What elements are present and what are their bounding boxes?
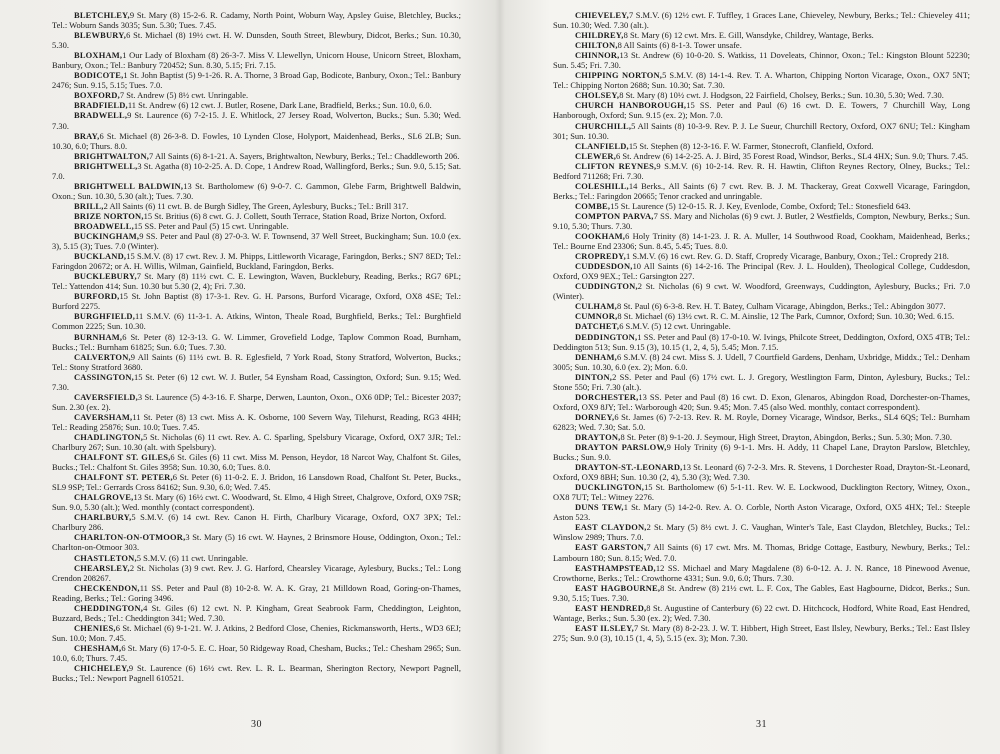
entry-text: 8 St. Augustine of Canterbury (6) 22 cwt. D. Hitchcock, Hodford, White Road, East Hendred, Wantage, Berks.; Sun. 5.30 (ex. 2); Wed. 7.30.: [553, 602, 970, 623]
directory-entry: [52, 372, 461, 392]
entry-name: BRILL,: [74, 200, 104, 211]
directory-entry: [553, 392, 970, 412]
directory-entry: [52, 231, 461, 251]
directory-entry: [52, 412, 461, 432]
directory-entry: [553, 462, 970, 482]
entry-text: 3 St. Laurence (5) 4-3-16. F. Sharpe, Derwen, Launton, Oxon., OX6 0DP; Tel.: Bicester 2037; Sun. 2.30 (ex. 2).: [52, 391, 461, 412]
entry-text: 1 St. John Baptist (5) 9-1-26. R. A. Thorne, 3 Broad Gap, Bodicote, Banbury, Oxon.; Tel.: Banbury 2476; Sun. 9.15, 5.15; Tues. 7.0.: [52, 70, 461, 91]
entry-text: 6 St. Michael (8) 19½ cwt. H. W. Dunsden, South Street, Blewbury, Didcot, Berks.; Sun. 10.30, 5.30.: [52, 30, 461, 51]
entry-text: 1 SS. Peter and Paul (8) 17-0-10. W. Ivings, Philcote Street, Deddington, Oxford, OX5 4TB; Tel.: Deddington 513; Sun. 9.15 (3), 10.15 (1, 2, 4, 5), 5.45; Mon. 7.15.: [553, 331, 970, 352]
directory-entry: [553, 121, 970, 141]
entry-text: 6 St. James (6) 7-2-13. Rev. R. M. Royle, Dorney Vicarage, Windsor, Berks., SL4 6QS; Tel.: Burnham 62823; Wed. 7.30; Sat. 5.0.: [553, 411, 970, 432]
directory-entry: [553, 332, 970, 352]
directory-entry: [553, 151, 970, 161]
entry-text: 3 St. Agatha (8) 10-2-25. A. D. Cope, 1 Andrew Road, Wallingford, Berks.; Sun. 9.0, 5.15; Sat. 7.0.: [52, 160, 461, 181]
entry-text: 6 St. Giles (6) 11 cwt. Miss M. Penson, Heydor, 18 Narcot Way, Chalfont St. Giles, Bucks.; Tel.: Chalfont St. Giles 3958; Sun. 10.30, 6.0; Tues. 8.0.: [52, 452, 461, 473]
directory-entry: [553, 321, 970, 331]
entry-name: CHURCHILL,: [575, 120, 632, 131]
entry-name: CAVERSFIELD,: [74, 391, 138, 402]
entry-text: 11 St. Andrew (6) 12 cwt. J. Butler, Rosene, Dark Lane, Bradfield, Berks.; Sun. 10.0, 6.0.: [127, 100, 432, 111]
directory-entry: [553, 100, 970, 120]
directory-entry: [52, 211, 461, 221]
page-number-right: 31: [756, 719, 767, 730]
directory-entry: [553, 281, 970, 301]
directory-entry: [553, 161, 970, 181]
entry-text: 8 St. Michael (6) 13½ cwt. R. C. M. Ainslie, 12 The Park, Cumnor, Oxford; Sun. 10.30; Wed. 6.15.: [617, 311, 955, 322]
entry-text: 13 St. Mary (6) 16½ cwt. C. Woodward, St. Elmo, 4 High Street, Chalgrove, Oxford, OX9 7SR; Sun. 9.0, 5.30 (alt.); Wed. monthly (contact correspondent).: [52, 492, 461, 513]
directory-entry: [553, 352, 970, 372]
directory-entry: [553, 502, 970, 522]
entry-text: 8 St. Peter (8) 9-1-20. J. Seymour, High Street, Drayton, Abingdon, Berks.; Sun. 5.30; Mon. 7.30.: [620, 431, 953, 442]
entry-name: DORCHESTER,: [575, 391, 639, 402]
entry-name: COMBE,: [575, 200, 611, 211]
directory-entry: [553, 10, 970, 30]
entry-text: 7 All Saints (6) 17 cwt. Mrs. M. Thomas, Bridge Cottage, Eastbury, Newbury, Berks.; Tel.: Lambourn 180; Sun. 8.15; Wed. 7.0.: [553, 542, 971, 563]
entry-name: CHICHELEY,: [74, 663, 129, 674]
directory-entry: [52, 603, 461, 623]
entry-text: 15 S.M.V. (8) 17 cwt. Rev. J. M. Phipps, Littleworth Vicarage, Faringdon, Berks.; SN7 8ED; Tel.: Faringdon 20672; or A. H. Willis, Wilman, Gainfield, Buckland, Faringdon, Berks.: [52, 251, 461, 272]
entry-text: 14 Berks., All Saints (6) 7 cwt. Rev. B. J. M. Thackeray, Great Coxwell Vicarage, Faringdon, Berks.; Tel.: Faringdon 20665; Tenor cracked and unringable.: [553, 180, 970, 201]
entry-text: 8 St. Mary (8) 10½ cwt. J. Hodgson, 22 Fairfield, Cholsey, Berks.; Sun. 10.30, 5.30; Wed. 7.30.: [619, 90, 944, 101]
directory-entry: [553, 70, 970, 90]
entry-name: CHALFONT ST. PETER,: [74, 472, 173, 483]
entry-name: CALVERTON,: [74, 351, 131, 362]
entry-text: 5 St. Nicholas (6) 11 cwt. Rev. A. C. Sparling, Spelsbury Vicarage, Oxford, OX7 3JR; Tel.: Charlbury 267; Sun. 10.30 (alt. with Spelsbury).: [52, 431, 461, 453]
directory-entry: [52, 452, 461, 472]
directory-entry: [553, 563, 970, 583]
directory-entry: [553, 30, 970, 40]
entry-name: CHENIES,: [74, 622, 116, 633]
entry-name: CHESHAM,: [74, 642, 122, 653]
entry-text: 15 SS. Peter and Paul (5) 15 cwt. Unringable.: [133, 220, 289, 231]
entry-text: 3 St. Mary (5) 16 cwt. W. Haynes, 2 Brinsmore House, Oddington, Oxon.; Tel.: Charlton-on-Otmoor 303.: [52, 532, 461, 553]
directory-entry: [52, 432, 461, 452]
entry-name: DRAYTON,: [575, 431, 621, 442]
directory-entry: [52, 583, 461, 603]
directory-entry: [52, 492, 461, 512]
directory-entry: [52, 271, 461, 291]
entry-name: DUNS TEW,: [575, 502, 624, 513]
directory-entry: [553, 311, 970, 321]
directory-entry: [553, 412, 970, 432]
directory-entry: [52, 663, 461, 683]
entry-name: CHURCH HANBOROUGH,: [575, 100, 687, 111]
entry-name: BURNHAM,: [74, 331, 123, 342]
entry-text: 12 SS. Michael and Mary Magdalene (8) 6-0-12. A. J. N. Rance, 18 Pinewood Avenue, Crowthorne, Berks.; Tel.: Crowthorne 4331; Sun. 9.0, 6.0; Thurs. 7.30.: [553, 562, 970, 583]
entry-text: 7 All Saints (6) 8-1-21. A. Sayers, Brightwalton, Newbury, Berks.; Tel.: Chaddleworth 206.: [149, 150, 460, 161]
entry-name: DINTON,: [575, 371, 613, 382]
entry-text: 2 St. Nicholas (6) 9 cwt. W. Woodford, Greenways, Cuddington, Aylesbury, Bucks.; Fri. 7.0 (Winter).: [553, 281, 970, 302]
entry-name: BRADWELL,: [74, 110, 128, 121]
entry-name: BRIZE NORTON,: [74, 210, 144, 221]
directory-entry: [52, 181, 461, 201]
entry-name: EAST HENDRED,: [575, 602, 647, 613]
directory-entry: [52, 532, 461, 552]
directory-entry: [52, 553, 461, 563]
left-entries: [52, 10, 461, 683]
entry-name: BRADFIELD,: [74, 100, 128, 111]
entry-name: EAST HAGBOURNE,: [575, 582, 661, 593]
entry-name: CHALGROVE,: [74, 492, 134, 503]
entry-name: BRAY,: [74, 130, 100, 141]
directory-entry: [553, 231, 970, 251]
entry-text: 2 St. Mary (5) 8½ cwt. J. C. Vaughan, Winter's Tale, East Claydon, Bletchley, Bucks.; Tel.: Winslow 2989; Thurs. 7.0.: [553, 522, 970, 543]
right-page: [505, 10, 1000, 754]
entry-name: BRIGHTWELL BALDWIN,: [74, 180, 184, 191]
entry-text: 13 St. Bartholomew (6) 9-0-7. C. Gammon, Glebe Farm, Brightwell Baldwin, Oxon.; Sun. 10.30, 5.30 (alt.); Tues. 7.30.: [52, 180, 462, 201]
entry-text: 10 All Saints (6) 14-2-16. The Principal (Rev. J. L. Houlden), Theological College, Cuddesdon, Oxford, OX9 9EX.; Tel.: Garsington 227.: [553, 261, 970, 282]
entry-text: 15 St. Britius (6) 8 cwt. G. J. Collett, South Terrace, Station Road, Brize Norton, Oxford.: [143, 210, 447, 221]
entry-name: DORNEY,: [575, 411, 615, 422]
entry-name: DUCKLINGTON,: [575, 482, 645, 493]
directory-entry: [52, 151, 461, 161]
directory-entry: [553, 372, 970, 392]
entry-name: CASSINGTON,: [74, 371, 134, 382]
entry-name: EASTHAMPSTEAD,: [575, 562, 656, 573]
entry-name: CHILTON,: [575, 40, 618, 51]
entry-text: 8 St. Mary (6) 12 cwt. Mrs. E. Gill, Wansdyke, Childrey, Wantage, Berks.: [623, 30, 874, 41]
directory-entry: [553, 603, 970, 623]
entry-name: CHINNOR,: [575, 50, 620, 61]
entry-name: BUCKLEBURY,: [74, 271, 137, 282]
entry-text: 9 S.M.V. (6) 10-2-14. Rev. R. H. Hawtin, Clifton Reynes Rectory, Olney, Bucks.; Tel.: Bedford 711268; Fri. 7.30.: [553, 160, 970, 181]
entry-name: CULHAM,: [575, 301, 617, 312]
entry-text: 5 S.M.V. (8) 14-1-4. Rev. T. A. Wharton, Chipping Norton Vicarage, Oxon., OX7 5NT; Tel.: Chipping Norton 2688; Sun. 10.30; Sat. 7.30.: [553, 70, 970, 91]
directory-entry: [52, 70, 461, 90]
entry-text: 6 S.M.V. (5) 12 cwt. Unringable.: [619, 321, 731, 332]
entry-name: CUMNOR,: [575, 311, 618, 322]
entry-name: DRAYTON-ST.-LEONARD,: [575, 462, 683, 473]
entry-name: BRIGHTWALTON,: [74, 150, 150, 161]
entry-name: CHADLINGTON,: [74, 431, 144, 442]
directory-entry: [553, 40, 970, 50]
entry-text: 11 SS. Peter and Paul (8) 10-2-8. W. A. K. Gray, 21 Milldown Road, Goring-on-Thames, Reading, Berks.; Tel.: Goring 3496.: [52, 582, 461, 603]
entry-name: BURFORD,: [74, 291, 120, 302]
entry-name: CAVERSHAM,: [74, 411, 133, 422]
entry-text: 15 St. Peter (6) 12 cwt. W. J. Butler, 54 Eynsham Road, Cassington, Oxford; Sun. 9.15; Wed. 7.30.: [52, 371, 461, 392]
entry-name: EAST GARSTON,: [575, 542, 647, 553]
entry-name: BODICOTE,: [74, 70, 124, 81]
page-number-left: 30: [251, 719, 262, 730]
directory-entry: [52, 201, 461, 211]
entry-text: 9 All Saints (6) 11½ cwt. B. R. Eglesfield, 7 York Road, Stony Stratford, Wolverton, Bucks.; Tel.: Stony Stratford 3680.: [52, 351, 461, 372]
entry-name: CHALFONT ST. GILES,: [74, 452, 171, 463]
entry-name: EAST CLAYDON,: [575, 522, 647, 533]
entry-text: 15 St. Bartholomew (6) 5-1-11. Rev. W. E. Lockwood, Ducklington Rectory, Witney, Oxon., OX8 7UT; Tel.: Witney 2276.: [553, 482, 970, 503]
entry-text: 9 SS. Peter and Paul (8) 27-0-3. W. F. Townsend, 37 Well Street, Buckingham; Sun. 10.0 (ex. 3), 5.15 (3); Tues. 7.0 (Winter).: [52, 231, 461, 252]
entry-name: CLEWER,: [575, 150, 617, 161]
directory-entry: [553, 211, 970, 231]
directory-entry: [553, 482, 970, 502]
directory-entry: [553, 50, 970, 70]
directory-entry: [553, 542, 970, 562]
entry-name: CHOLSEY,: [575, 90, 620, 101]
entry-name: DRAYTON PARSLOW,: [575, 442, 667, 453]
entry-name: BLETCHLEY,: [74, 10, 130, 20]
directory-entry: [52, 472, 461, 492]
directory-entry: [52, 291, 461, 311]
entry-text: 6 St. Peter (8) 12-3-13. G. W. Limmer, Grovefield Lodge, Taplow Common Road, Burnham, Bucks.; Tel.: Burnham 61825; Sun. 6.0; Tues. 7.30.: [52, 331, 461, 352]
entry-text: 8 St. Andrew (8) 21½ cwt. L. F. Cox, The Gables, East Hagbourne, Didcot, Berks.; Sun. 9.30, 5.15; Tues. 7.30.: [553, 582, 970, 603]
directory-entry: [553, 261, 970, 281]
left-page: [0, 10, 495, 754]
entry-name: DENHAM,: [575, 351, 617, 362]
directory-entry: [52, 311, 461, 331]
directory-entry: [52, 221, 461, 231]
directory-entry: [52, 161, 461, 181]
entry-text: 6 S.M.V. (8) 24 cwt. Miss S. J. Udell, 7 Courtfield Gardens, Denham, Uxbridge, Middx.; Tel.: Denham 3005; Sun. 10.30, 6.0 (ex. 2); Mon. 6.0.: [553, 351, 970, 372]
entry-name: BOXFORD,: [74, 90, 120, 101]
entry-text: 7 St. Andrew (5) 8½ cwt. Unringable.: [119, 90, 249, 101]
entry-name: CLANFIELD,: [575, 140, 629, 151]
entry-text: 13 St. Andrew (6) 10-0-20. S. Watkiss, 11 Doveleats, Chinnor, Oxon.; Tel.: Kingston Blount 52230; Sun. 5.45; Fri. 7.30.: [553, 50, 970, 71]
entry-name: EAST ILSLEY,: [575, 622, 634, 633]
entry-text: 1 S.M.V. (6) 16 cwt. Rev. G. D. Staff, Cropredy Vicarage, Banbury, Oxon.; Tel.: Cropredy 218.: [625, 251, 949, 262]
directory-entry: [52, 10, 461, 30]
entry-text: 5 All Saints (8) 10-3-9. Rev. P. J. Le Sueur, Churchill Rectory, Oxford, OX7 6NU; Tel.: Kingham 301; Sun. 10.30.: [553, 120, 970, 141]
entry-text: 1 Our Lady of Bloxham (8) 26-3-7. Miss V. Llewellyn, Unicorn House, Unicorn Street, Bloxham, Banbury, Oxon.; Tel.: Banbury 720452; Sun. 8.30, 5.15; Fri. 7.15.: [52, 50, 461, 71]
entry-name: CHARLBURY,: [74, 512, 132, 523]
directory-entry: [52, 131, 461, 151]
entry-text: 8 All Saints (6) 8-1-3. Tower unsafe.: [617, 40, 742, 51]
entry-name: CROPREDY,: [575, 251, 626, 262]
entry-name: CHASTLETON,: [74, 552, 137, 563]
directory-entry: [553, 522, 970, 542]
entry-text: 1 St. Mary (5) 14-2-0. Rev. A. O. Corble, North Aston Vicarage, Oxford, OX5 4HX; Tel.: Steeple Aston 523.: [553, 502, 970, 523]
entry-text: 15 St. Stephen (8) 12-3-16. F. W. Farmer, Stonecroft, Clanfield, Oxford.: [628, 140, 874, 151]
entry-name: BUCKINGHAM,: [74, 231, 140, 242]
entry-name: BRIGHTWELL,: [74, 160, 138, 171]
entry-name: BROADWELL,: [74, 220, 134, 231]
entry-text: 2 SS. Peter and Paul (6) 17½ cwt. L. J. Gregory, Westlington Farm, Dinton, Aylesbury, Bucks.; Tel.: Stone 550; Fri. 7.30 (alt.).: [553, 371, 970, 392]
entry-name: CUDDINGTON,: [575, 281, 638, 292]
entry-text: 4 St. Giles (6) 12 cwt. N. P. Kingham, Great Seabrook Farm, Cheddington, Leighton, Buzzard, Beds.; Tel.: Cheddington 341; Wed. 7.30.: [52, 602, 461, 623]
directory-entry: [52, 251, 461, 271]
entry-name: CHIEVELEY,: [575, 10, 629, 20]
directory-entry: [52, 50, 461, 70]
entry-name: CHECKENDON,: [74, 582, 140, 593]
entry-text: 7 St. Mary (8) 8-2-23. J. W. T. Hibbert, High Street, East Ilsley, Newbury, Berks.; Tel.: East Ilsley 275; Sun. 9.0 (3), 10.15 (1, 4, 5), 5.15 (ex. 3); Mon. 7.30.: [553, 622, 971, 643]
entry-name: CHARLTON-ON-OTMOOR,: [74, 532, 186, 543]
entry-name: BUCKLAND,: [74, 251, 127, 262]
directory-entry: [553, 141, 970, 151]
directory-entry: [553, 301, 970, 311]
directory-entry: [52, 563, 461, 583]
entry-text: 15 SS. Peter and Paul (6) 16 cwt. D. E. Towers, 7 Churchill Way, Long Hanborough, Oxford; Sun. 9.15 (ex. 2); Mon. 7.0.: [553, 100, 970, 121]
entry-name: CHILDREY,: [575, 30, 624, 41]
entry-name: COOKHAM,: [575, 231, 626, 242]
entry-text: 9 St. Laurence (6) 7-2-15. J. E. Whitlock, 27 Jersey Road, Wolverton, Bucks.; Sun. 5.30; Wed. 7.30.: [52, 110, 461, 131]
right-entries: [553, 10, 970, 643]
entry-name: CLIFTON REYNES,: [575, 160, 657, 171]
entry-text: 11 St. Peter (8) 13 cwt. Miss A. K. Osborne, 100 Severn Way, Tilehurst, Reading, RG3 4HH; Tel.: Reading 25876; Sun. 10.0; Tues. 7.45.: [52, 411, 461, 432]
directory-entry: [553, 583, 970, 603]
entry-text: 8 St. Paul (6) 6-3-8. Rev. H. T. Batey, Culham Vicarage, Abingdon, Berks.; Tel.: Abingdon 3077.: [616, 301, 946, 312]
directory-entry: [553, 251, 970, 261]
entry-text: 5 S.M.V. (6) 11 cwt. Unringable.: [136, 552, 249, 563]
entry-text: 7 SS. Mary and Nicholas (6) 9 cwt. J. Butler, 2 Westfields, Compton, Newbury, Berks.; Sun. 9.10, 5.30; Thurs. 7.30.: [553, 210, 970, 231]
directory-entry: [52, 623, 461, 643]
entry-name: COLESHILL,: [575, 180, 629, 191]
directory-entry: [52, 100, 461, 110]
entry-name: CHEDDINGTON,: [74, 602, 144, 613]
entry-text: 9 Holy Trinity (6) 9-1-1. Mrs. H. Addy, 11 Chapel Lane, Drayton Parslow, Bletchley, Bucks.; Sun. 9.0.: [553, 442, 970, 463]
entry-text: 2 St. Nicholas (3) 9 cwt. Rev. J. G. Harford, Chearsley Vicarage, Aylesbury, Bucks.; Tel.: Long Crendon 208267.: [52, 562, 461, 583]
entry-text: 6 St. Peter (6) 11-0-2. E. J. Bridon, 16 Lansdown Road, Chalfont St. Peter, Bucks., SL9 9SP; Tel.: Gerrards Cross 84162; Sun. 9.30, 6.0; Wed. 7.45.: [52, 472, 461, 493]
entry-name: DEDDINGTON,: [575, 331, 638, 342]
entry-text: 9 St. Mary (8) 15-2-6. R. Cadamy, North Point, Woburn Way, Apsley Guise, Bletchley, Bucks.; Tel.: Woburn Sands 3035; Sun. 5.30; Tues. 7.45.: [52, 10, 461, 31]
directory-entry: [52, 332, 461, 352]
directory-entry: [52, 30, 461, 50]
entry-text: 2 All Saints (6) 11 cwt. B. de Burgh Sidley, The Green, Aylesbury, Bucks.; Tel.: Brill 317.: [103, 200, 409, 211]
directory-entry: [52, 352, 461, 372]
entry-text: 13 SS. Peter and Paul (8) 16 cwt. D. Exon, Glenaros, Abingdon Road, Dorchester-on-Thames, Oxford, OX9 8JY; Tel.: Warborough 420; Sun. 9.45; Mon. 7.45 (also Wed. monthly, contact correspondent).: [553, 391, 970, 412]
entry-text: 5 S.M.V. (6) 14 cwt. Rev. Canon H. Firth, Charlbury Vicarage, Oxford, OX7 3PX; Tel.: Charlbury 286.: [52, 512, 461, 533]
directory-entry: [52, 392, 461, 412]
entry-text: 6 St. Michael (8) 26-3-8. D. Fowles, 10 Lynden Close, Holyport, Maidenhead, Berks., SL6 2LB; Sun. 10.30, 6.0; Thurs. 8.0.: [52, 130, 461, 151]
entry-name: CHEARSLEY,: [74, 562, 130, 573]
directory-entry: [52, 90, 461, 100]
directory-entry: [553, 90, 970, 100]
entry-text: 6 St. Mary (6) 17-0-5. E. C. Hoar, 50 Ridgeway Road, Chesham, Bucks.; Tel.: Chesham 2965; Sun. 10.0, 6.0; Thurs. 7.45.: [52, 642, 461, 663]
entry-name: CUDDESDON,: [575, 261, 633, 272]
entry-text: 13 St. Leonard (6) 7-2-3. Mrs. R. Stevens, 1 Dorchester Road, Drayton-St.-Leonard, Oxford, OX9 8BH; Sun. 10.30 (2, 4), 5.30 (3); Wed. 7.30.: [553, 462, 970, 483]
directory-entry: [52, 512, 461, 532]
entry-text: 7 St. Mary (8) 11½ cwt. C. E. Lewington, Waven, Bucklebury, Reading, Berks.; RG7 6PL; Tel.: Yattendon 414; Sun. 10.30 but 5.30 (2, 4); Fri. 7.30.: [52, 271, 461, 292]
directory-entry: [553, 432, 970, 442]
entry-name: BLOXHAM,: [74, 50, 123, 61]
entry-name: BURGHFIELD,: [74, 311, 136, 322]
entry-text: 9 St. Laurence (6) 16½ cwt. Rev. L. R. L. Bearman, Sherington Rectory, Newport Pagnell, Bucks.; Tel.: Newport Pagnell 610521.: [52, 663, 461, 684]
directory-entry: [553, 181, 970, 201]
entry-text: 11 S.M.V. (6) 11-3-1. A. Atkins, Winton, Theale Road, Burghfield, Berks.; Tel.: Burghfield Common 2225; Sun. 10.30.: [52, 311, 461, 332]
entry-name: BLEWBURY,: [74, 30, 127, 41]
directory-entry: [52, 110, 461, 130]
directory-entry: [553, 623, 970, 643]
entry-text: 6 St. Michael (6) 9-1-21. W. J. Atkins, 2 Bedford Close, Chenies, Rickmansworth, Herts., WD3 6EJ; Sun. 10.0; Mon. 7.45.: [52, 622, 461, 643]
directory-entry: [52, 643, 461, 663]
entry-text: 6 Holy Trinity (8) 14-1-23. J. R. A. Muller, 14 Southwood Road, Cookham, Maidenhead, Berks.; Tel.: Bourne End 23306; Sun. 8.45, 5.45; Tues. 8.0.: [553, 231, 970, 252]
entry-text: 15 St. John Baptist (8) 17-3-1. Rev. G. H. Parsons, Burford Vicarage, Oxford, OX8 4SE; Tel.: Burford 2275.: [52, 291, 461, 312]
entry-text: 15 St. Laurence (5) 12-0-15. R. J. Key, Evenlode, Combe, Oxford; Tel.: Stonesfield 643.: [610, 200, 911, 211]
directory-entry: [553, 442, 970, 462]
directory-entry: [553, 201, 970, 211]
entry-name: CHIPPING NORTON,: [575, 70, 663, 81]
entry-text: 7 S.M.V. (6) 12½ cwt. F. Tuffley, 1 Graces Lane, Chieveley, Newbury, Berks.; Tel.: Chieveley 411; Sun. 10.30; Wed. 7.30 (alt.).: [553, 10, 970, 31]
entry-name: DATCHET,: [575, 321, 620, 332]
entry-name: COMPTON PARVA,: [575, 210, 654, 221]
entry-text: 6 St. Andrew (6) 14-2-25. A. J. Bird, 35 Forest Road, Windsor, Berks., SL4 4HX; Sun. 9.0; Thurs. 7.45.: [616, 150, 969, 161]
